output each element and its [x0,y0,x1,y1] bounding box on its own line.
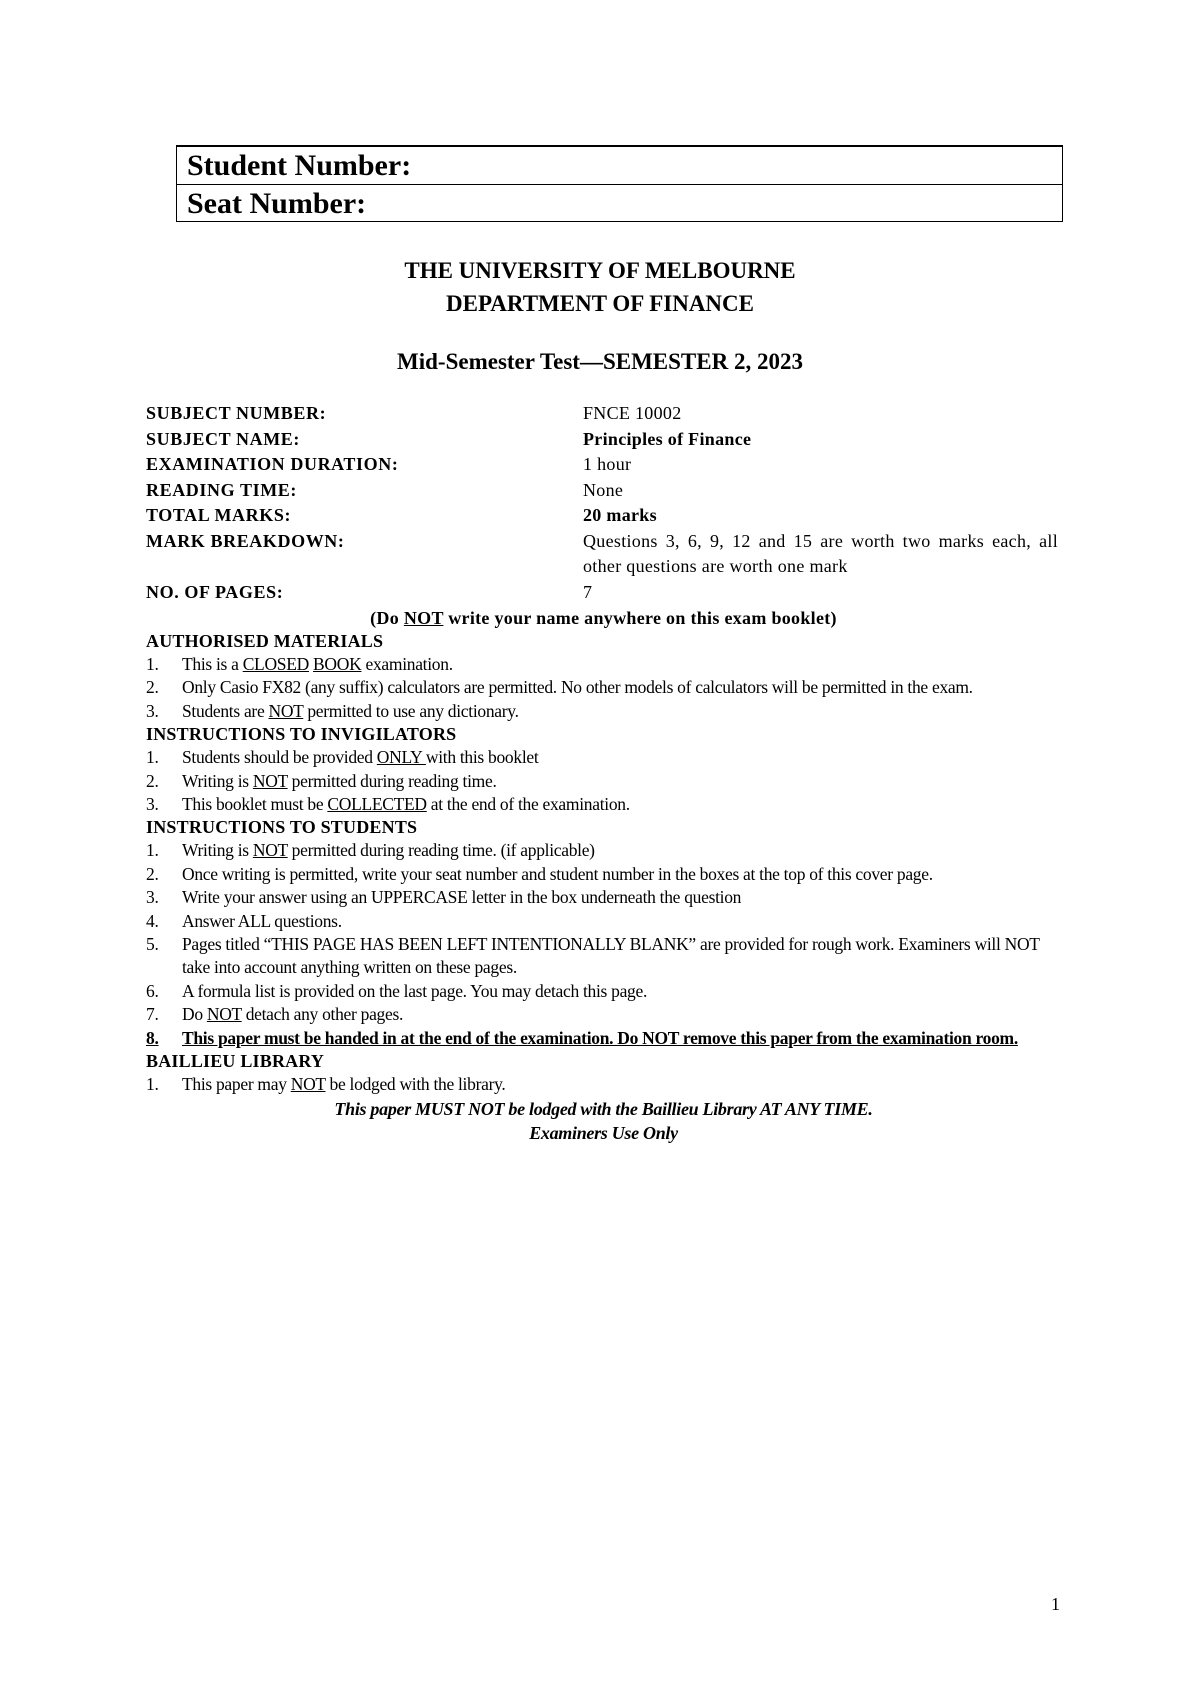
pages-label: NO. OF PAGES: [146,581,284,602]
item-text: Writing is NOT permitted during reading time. (if applicable) [182,840,595,861]
info-row [146,580,1058,606]
list-item [146,1003,1061,1026]
info-row [146,503,1058,529]
library-heading: BAILLIEU LIBRARY [146,1051,325,1072]
item-number: 1. [146,654,159,674]
student-id-box [176,145,1063,222]
item-number: 1. [146,840,159,861]
subject-number-label: SUBJECT NUMBER: [146,403,327,423]
duration-label: EXAMINATION DURATION: [146,454,399,474]
item-text: This is a CLOSED BOOK examination. [182,654,453,674]
info-row [146,427,1058,453]
item-text: This paper may NOT be lodged with the library. [182,1074,506,1095]
department-name: DEPARTMENT OF FINANCE [446,291,754,316]
list-item [146,839,1061,862]
list-item [146,746,1061,769]
info-row [146,529,1058,580]
library-notice: This paper MUST NOT be lodged with the Baillieu Library AT ANY TIME. [334,1098,873,1119]
item-number: 2. [146,677,159,698]
name-notice-open: (Do [370,608,404,628]
list-item [146,653,1061,676]
list-item [146,770,1061,793]
item-text: This booklet must be COLLECTED at the end of the examination. [182,794,630,815]
item-number: 1. [146,1074,159,1095]
seat-number-field [177,184,1062,221]
list-item [146,793,1061,816]
duration-value: 1 hour [583,454,632,474]
item-text: Writing is NOT permitted during reading time. [182,770,497,791]
item-text: Students are NOT permitted to use any dictionary. [182,700,519,721]
item-text: Pages titled “THIS PAGE HAS BEEN LEFT INTENTIONALLY BLANK” are provided for rough work. Examiners will NOT take into account anything written on these pages. [182,934,1040,978]
list-item [146,1027,1061,1050]
list-item [146,910,1061,933]
item-number: 1. [146,747,159,768]
authorised-materials-heading: AUTHORISED MATERIALS [146,631,384,651]
name-notice [146,606,1061,630]
item-text: Do NOT detach any other pages. [182,1004,404,1025]
subject-number-value: FNCE 10002 [583,403,682,423]
info-row [146,401,1058,427]
pages-value: 7 [583,581,593,602]
list-item [146,1073,1061,1096]
item-number: 3. [146,700,159,721]
item-number: 5. [146,934,159,955]
students-heading: INSTRUCTIONS TO STUDENTS [146,817,418,838]
university-name: THE UNIVERSITY OF MELBOURNE [404,258,796,283]
item-text: Once writing is permitted, write your seat number and student number in the boxes at the top of this cover page. [182,863,933,884]
page-number: 1 [1051,1594,1060,1614]
item-number: 6. [146,980,159,1001]
mark-breakdown-label: MARK BREAKDOWN: [146,530,345,551]
subject-name-label: SUBJECT NAME: [146,428,300,449]
list-item [146,886,1061,909]
item-number: 3. [146,887,159,908]
item-number: 7. [146,1004,159,1025]
item-number: 2. [146,770,159,791]
item-text: Only Casio FX82 (any suffix) calculators are permitted. No other models of calculators will be permitted in the exam. [182,677,973,698]
list-item [146,933,1061,980]
item-text: Answer ALL questions. [182,910,342,931]
subject-name-value: Principles of Finance [583,428,752,449]
instructions-block [146,606,1061,1145]
item-number: 3. [146,794,159,815]
item-text: Students should be provided ONLY with this booklet [182,747,539,768]
list-item [146,700,1061,723]
info-row [146,478,1058,504]
total-marks-label: TOTAL MARKS: [146,505,292,525]
item-number: 4. [146,910,159,931]
total-marks-value: 20 marks [583,505,657,525]
item-text: This paper must be handed in at the end of the examination. Do NOT remove this paper from the examination room. [182,1027,1018,1048]
name-notice-rest: write your name anywhere on this exam booklet) [443,608,837,628]
reading-time-label: READING TIME: [146,479,297,500]
list-item [146,863,1061,886]
seat-number-label: Seat Number: [187,187,367,220]
list-item [146,676,1061,699]
examiners-use-only: Examiners Use Only [529,1122,678,1143]
invigilators-heading: INSTRUCTIONS TO INVIGILATORS [146,724,457,745]
reading-time-value: None [583,479,624,500]
item-number: 2. [146,863,159,884]
name-notice-emphasis: NOT [403,608,444,628]
test-title: Mid-Semester Test—SEMESTER 2, 2023 [397,349,803,374]
exam-info-table [146,401,1058,605]
list-item [146,980,1061,1003]
item-text: Write your answer using an UPPERCASE letter in the box underneath the question [182,887,742,908]
item-number: 8. [146,1027,159,1048]
student-number-label: Student Number: [187,149,412,182]
info-row [146,452,1058,478]
item-text: A formula list is provided on the last page. You may detach this page. [182,980,648,1001]
student-number-field [177,147,1062,184]
mark-breakdown-value: Questions 3, 6, 9, 12 and 15 are worth two marks each, all other questions are worth one mark [583,530,1058,576]
